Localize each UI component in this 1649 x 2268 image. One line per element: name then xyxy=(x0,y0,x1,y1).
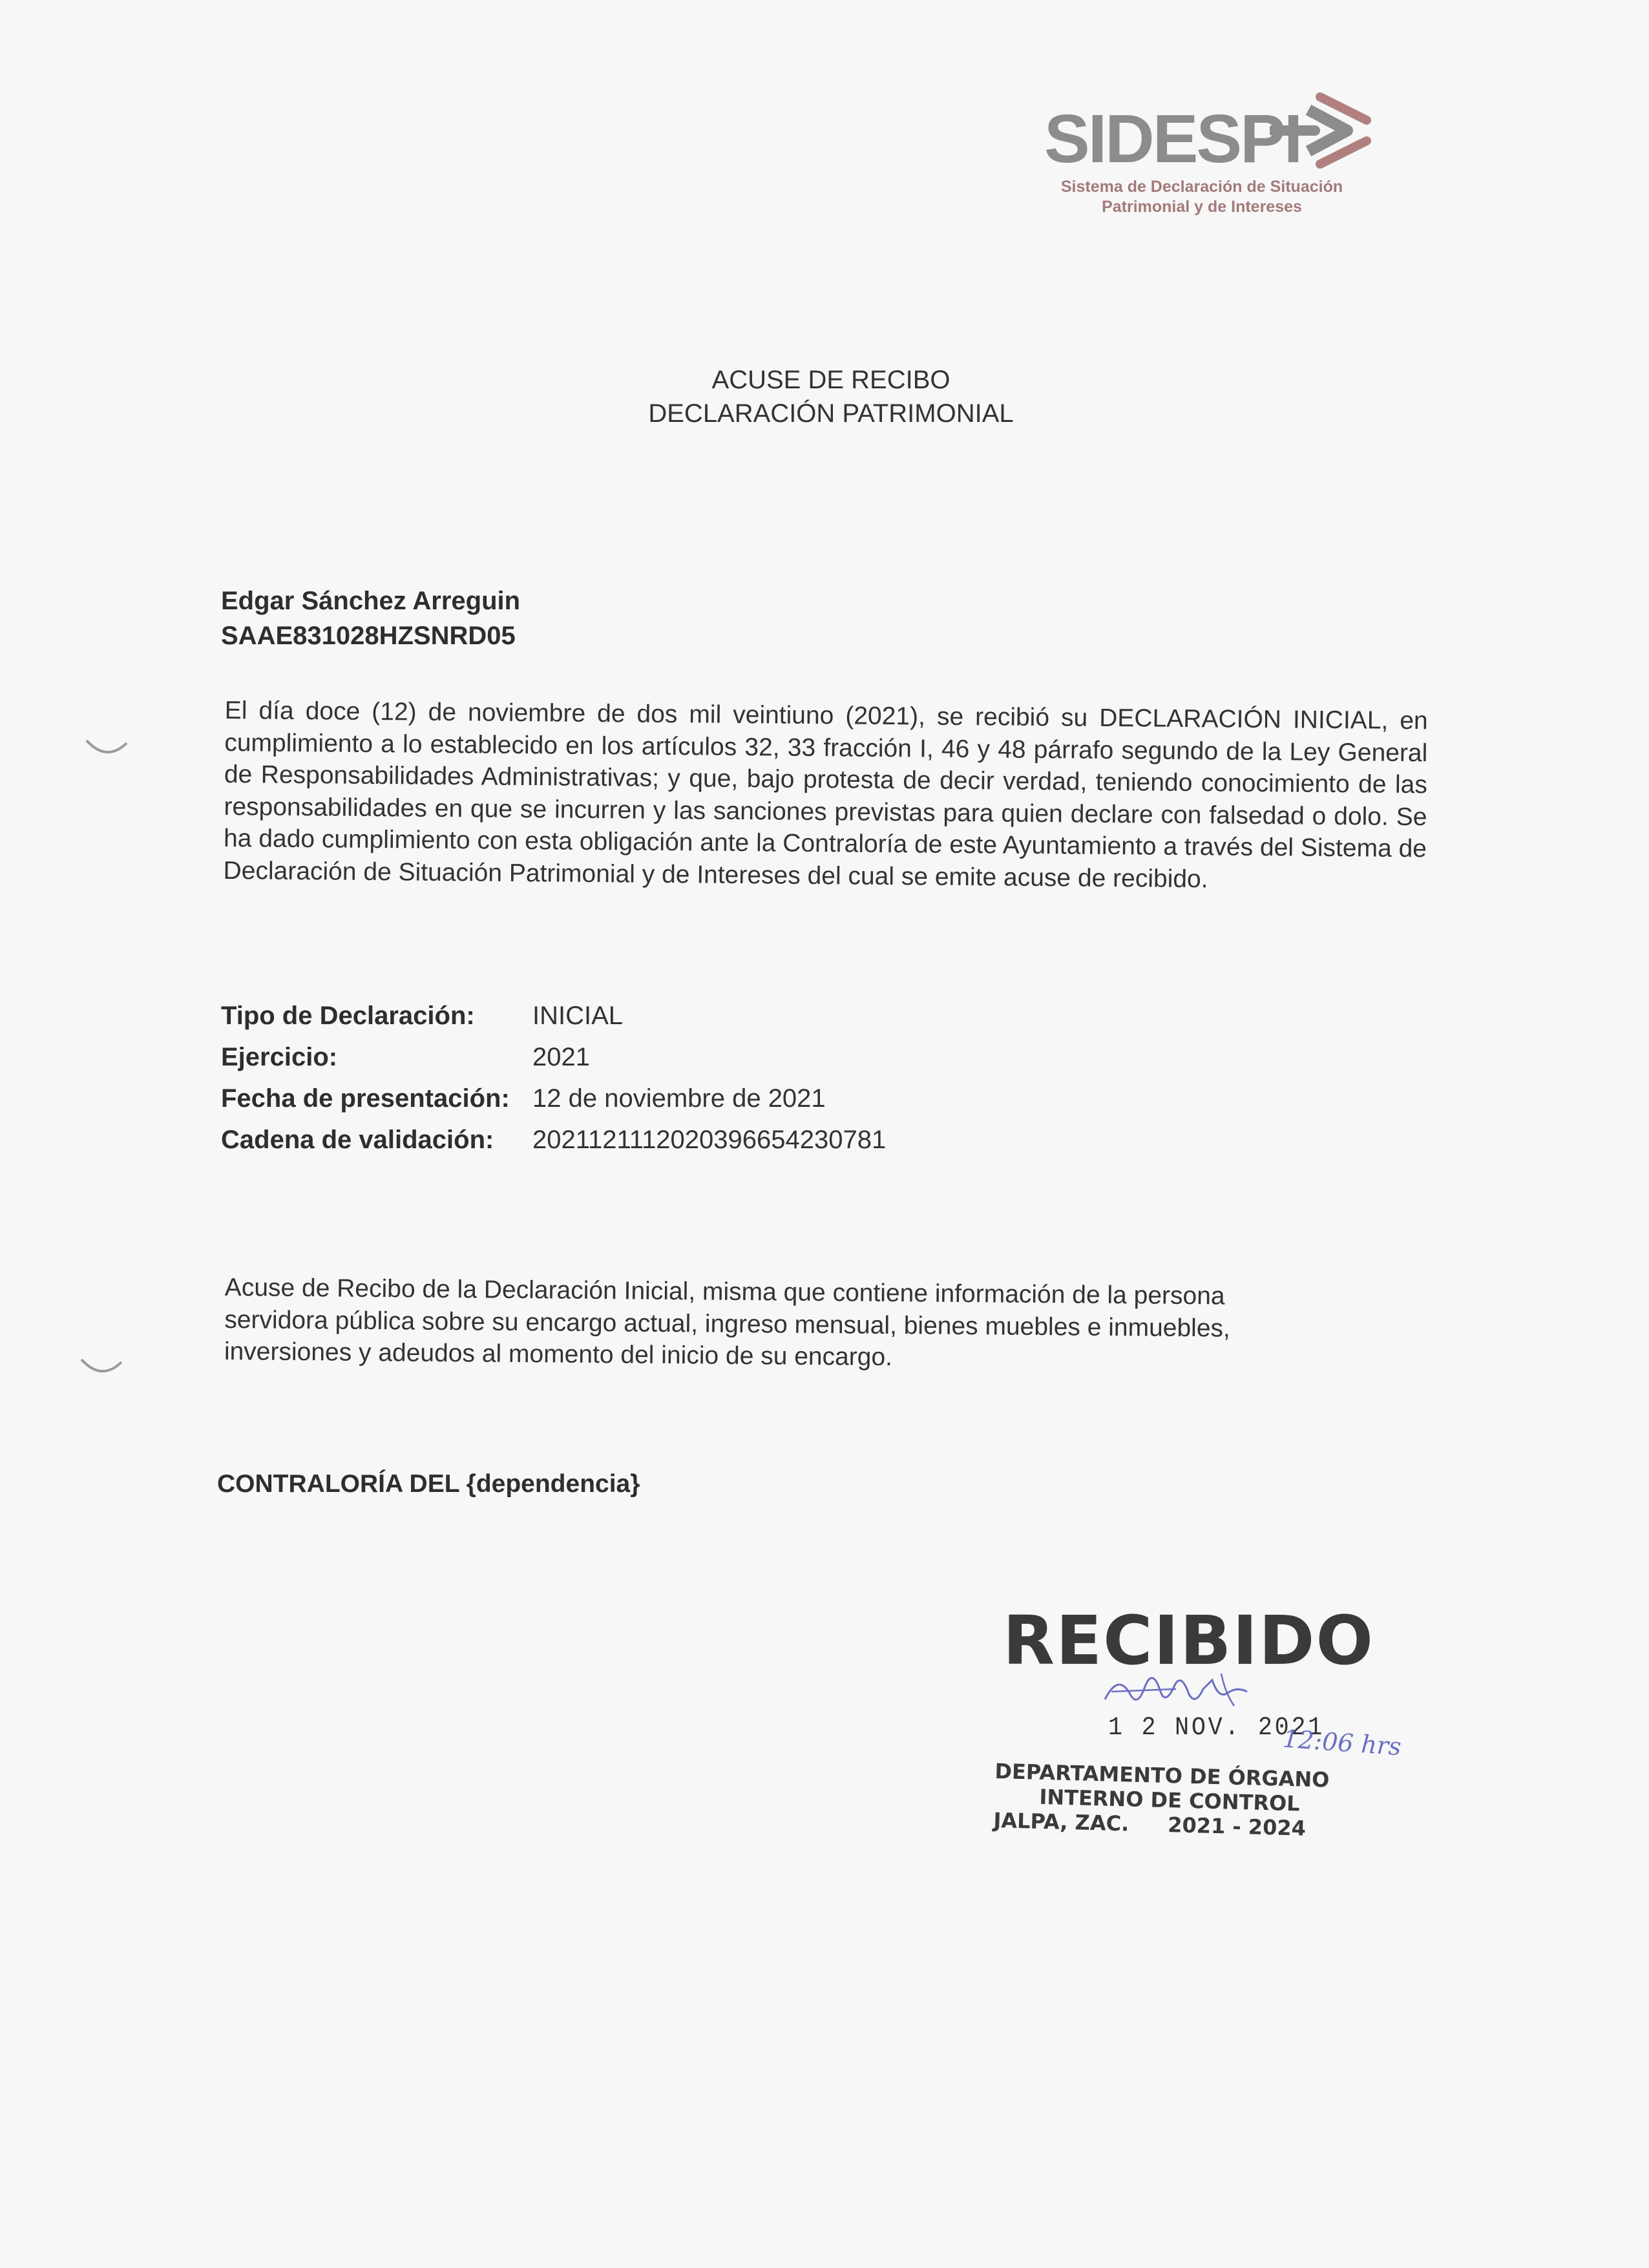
detail-row-validation xyxy=(221,1119,886,1160)
punch-hole-mark xyxy=(79,1356,124,1381)
title-line-2: DECLARACIÓN PATRIMONIAL xyxy=(648,399,1014,428)
stamp-period: 2021 - 2024 xyxy=(1167,1812,1307,1841)
declarant-name: Edgar Sánchez Arreguin xyxy=(221,587,521,615)
logo-tagline: Sistema de Declaración de Situación Patrimonial y de Intereses xyxy=(1060,178,1343,216)
detail-value: 2021 xyxy=(532,1043,590,1071)
detail-row-date xyxy=(221,1078,886,1119)
arrow-icon xyxy=(1270,90,1380,174)
detail-row-type xyxy=(221,995,886,1036)
detail-value: 20211211120203966542307​81 xyxy=(532,1126,887,1154)
received-stamp-date: 1 2 NOV. 2021 xyxy=(1108,1714,1325,1743)
detail-label: Tipo de Declaración: xyxy=(221,1002,475,1030)
detail-label: Ejercicio: xyxy=(221,1043,338,1071)
received-stamp-time: 12:06 hrs xyxy=(1281,1724,1403,1761)
detail-row-year xyxy=(221,1036,886,1078)
stamp-city: JALPA, ZAC. xyxy=(993,1807,1129,1836)
receipt-paragraph: El día doce (12) de noviembre de dos mil veintiuno (2021), se recibió su DECLARACIÓN INICIAL, en cumplimiento a lo establecido en los artículos 32, 33 fracción I, 46 y 48 párrafo segundo de la Ley General de Responsabilidades Administrativas; y que, bajo protesta de decir verdad, teniendo conocimiento de las responsabilidades en que se incurren y las sanciones previstas para quien declare con falsedad o dolo. Se ha dado cumplimiento con esta obligación ante la Contraloría de este Ayuntamiento a través del Sistema de Declaración de Situación Patrimonial y de Intereses del cual se emite acuse de recibido. xyxy=(223,696,1428,893)
received-stamp-department xyxy=(993,1759,1330,1842)
received-stamp-title: RECIBIDO xyxy=(1003,1601,1374,1680)
stamp-dept-line-2: INTERNO DE CONTROL xyxy=(1038,1784,1301,1816)
declarant-block xyxy=(221,583,520,653)
issuer-signature-line: CONTRALORÍA DEL {dependencia} xyxy=(217,1470,640,1498)
logo-wordmark: SIDESPI xyxy=(1044,101,1301,177)
punch-hole-mark xyxy=(84,737,129,762)
detail-label: Fecha de presentación: xyxy=(221,1084,510,1113)
declarant-rfc: SAAE831028HZSNRD05 xyxy=(221,622,516,650)
receipt-summary-paragraph: Acuse de Recibo de la Declaración Inicial, misma que contiene información de la persona servidora pública sobre su encargo actual, ingreso mensual, bienes muebles e inmuebles, inversiones y adeudos al momento del inicio de su encargo. xyxy=(224,1273,1231,1372)
detail-value: INICIAL xyxy=(532,1002,624,1030)
stamp-dept-line-1: DEPARTAMENTO DE ÓRGANO xyxy=(994,1759,1330,1792)
document-title xyxy=(0,363,1649,430)
detail-value: 12 de noviembre de 2021 xyxy=(532,1084,826,1113)
handwritten-signature xyxy=(1098,1661,1266,1719)
detail-label: Cadena de validación: xyxy=(221,1126,494,1154)
declaration-details xyxy=(221,995,886,1160)
title-line-1: ACUSE DE RECIBO xyxy=(711,366,951,394)
sidespi-logo xyxy=(1040,90,1376,220)
